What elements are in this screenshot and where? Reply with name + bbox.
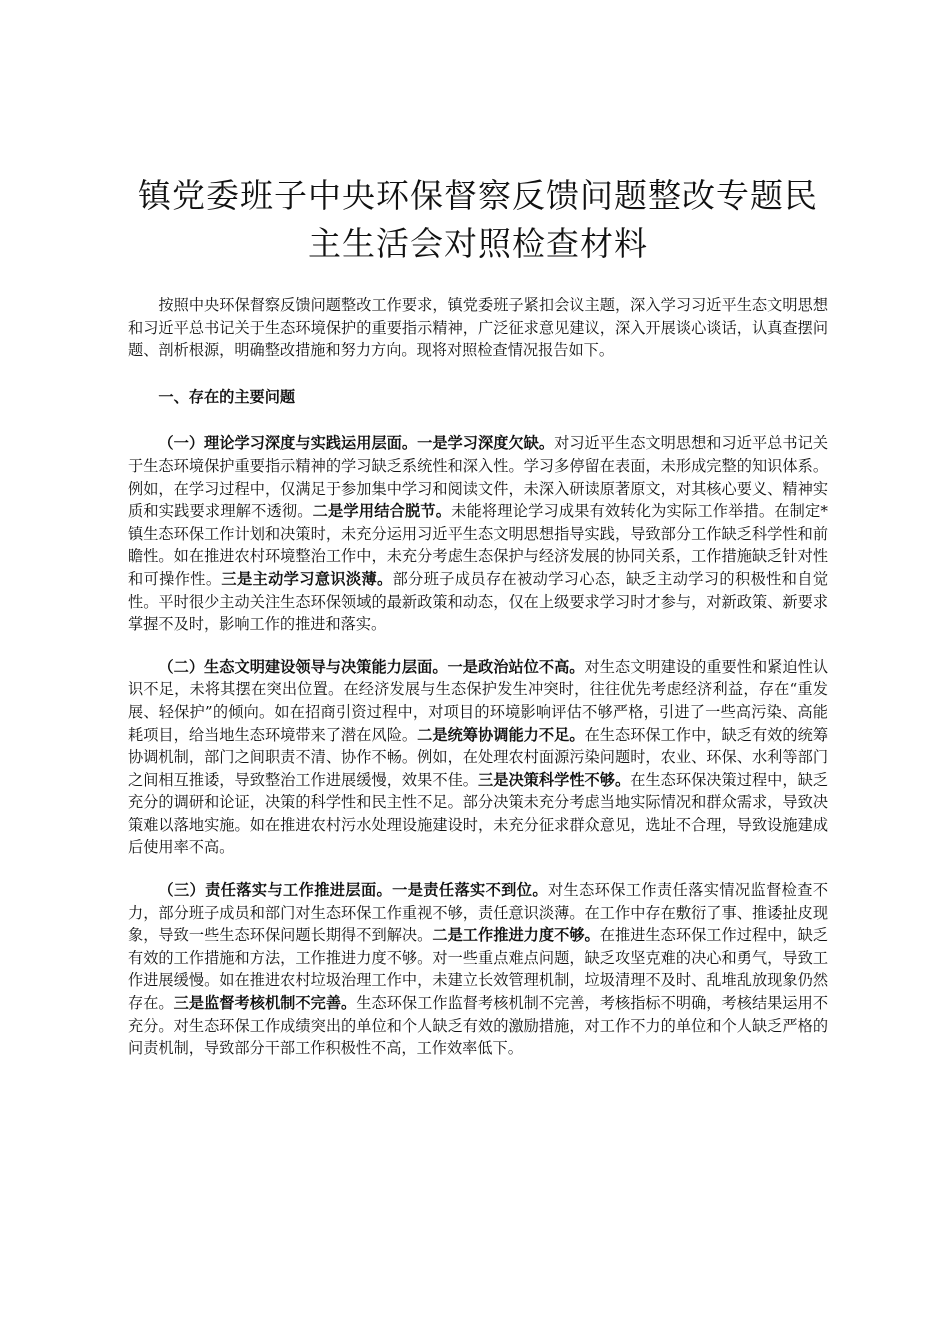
body-text: 在生态环保工作中，缺乏有效的统筹协调机制，部门之间职责不清、协作不畅。例如，在处理农村面源污染问题时，农业、环保、水利等部门之间相互推诿，导致整治工作进展缓慢，效果不佳。: [128, 725, 829, 789]
bold-lead: 三是决策科学性不够。: [478, 770, 631, 789]
bold-lead: 二是学用结合脱节。: [312, 502, 452, 521]
bold-lead: （二）生态文明建设领导与决策能力层面。一是政治站位不高。: [158, 657, 585, 676]
intro-paragraph: 按照中央环保督察反馈问题整改工作要求，镇党委班子紧扣会议主题，深入学习习近平生态文明思想和习近平总书记关于生态环境保护的重要指示精神，广泛征求意见建议，深入开展谈心谈话，认真查摆问题、剖析根源，明确整改措施和努力方向。现将对照检查情况报告如下。: [128, 296, 828, 360]
bold-lead: 二是统筹协调能力不足。: [417, 725, 585, 744]
bold-lead: 二是工作推进力度不够。: [432, 926, 600, 945]
bold-lead: 三是监督考核机制不完善。: [173, 994, 357, 1013]
bold-lead: （一）理论学习深度与实践运用层面。一是学习深度欠缺。: [158, 434, 555, 453]
bold-lead: （三）责任落实与工作推进层面。一是责任落实不到位。: [158, 881, 548, 900]
body-text: 对习近平生态文明思想和习近平总书记关于生态环境保护重要指示精神的学习缺乏系统性和深入性。学习多停留在表面，未形成完整的知识体系。例如，在学习过程中，仅满足于参加集中学习和阅读文件，未深入研读原著原文，对其核心要义、精神实质和实践要求理解不透彻。: [128, 434, 829, 521]
body-text: 对生态环保工作责任落实情况监督检查不力，部分班子成员和部门对生态环保工作重视不够，责任意识淡薄。在工作中存在敷衍了事、推诿扯皮现象，导致一些生态环保问题长期得不到解决。: [128, 881, 829, 945]
section-heading-1: 一、存在的主要问题: [158, 387, 296, 406]
bold-lead: 三是主动学习意识淡薄。: [221, 569, 393, 588]
body-text: 对生态文明建设的重要性和紧迫性认识不足，未将其摆在突出位置。在经济发展与生态保护发生冲突时，往往优先考虑经济利益，存在“重发展、轻保护”的倾向。如在招商引资过程中，对项目的环境影响评估不够严格，引进了一些高污染、高能耗项目，给当地生态环境带来了潜在风险。: [128, 657, 829, 744]
title-line-1: 镇党委班子中央环保督察反馈问题整改专题民: [138, 176, 818, 215]
paragraph-theory-study: [128, 432, 828, 635]
body-text: 未能将理论学习成果有效转化为实际工作举措。在制定*镇生态环保工作计划和决策时，未充分运用习近平生态文明思想指导实践，导致部分工作缺乏科学性和前瞻性。如在推进农村环境整治工作中，未充分考虑生态保护与经济发展的协同关系，工作措施缺乏针对性和可操作性。: [128, 502, 829, 588]
body-text: 在生态环保决策过程中，缺乏充分的调研和论证，决策的科学性和民主性不足。部分决策未充分考虑当地实际情况和群众需求，导致决策难以落地实施。如在推进农村污水处理设施建设时，未充分征求群众意见，选址不合理，导致设施建成后使用率不高。: [128, 770, 829, 857]
body-text: 在推进生态环保工作过程中，缺乏有效的工作措施和方法，工作推进力度不够。对一些重点难点问题，缺乏攻坚克难的决心和勇气，导致工作进展缓慢。如在推进农村垃圾治理工作中，未建立长效管理机制，垃圾清理不及时、乱堆乱放现象仍然存在。: [128, 926, 829, 1013]
paragraph-leadership: [128, 656, 828, 859]
document-title: [128, 172, 828, 268]
body-text: 生态环保工作监督考核机制不完善，考核指标不明确，考核结果运用不充分。对生态环保工作成绩突出的单位和个人缺乏有效的激励措施，对工作不力的单位和个人缺乏严格的问责机制，导致部分干部工作积极性不高，工作效率低下。: [128, 994, 829, 1058]
paragraph-responsibility: [128, 879, 828, 1060]
title-line-2: 主生活会对照检查材料: [308, 224, 648, 263]
body-text: 部分班子成员存在被动学习心态，缺乏主动学习的积极性和自觉性。平时很少主动关注生态环保领域的最新政策和动态，仅在上级要求学习时才参与，对新政策、新要求掌握不及时，影响工作的推进和落实。: [128, 569, 829, 634]
